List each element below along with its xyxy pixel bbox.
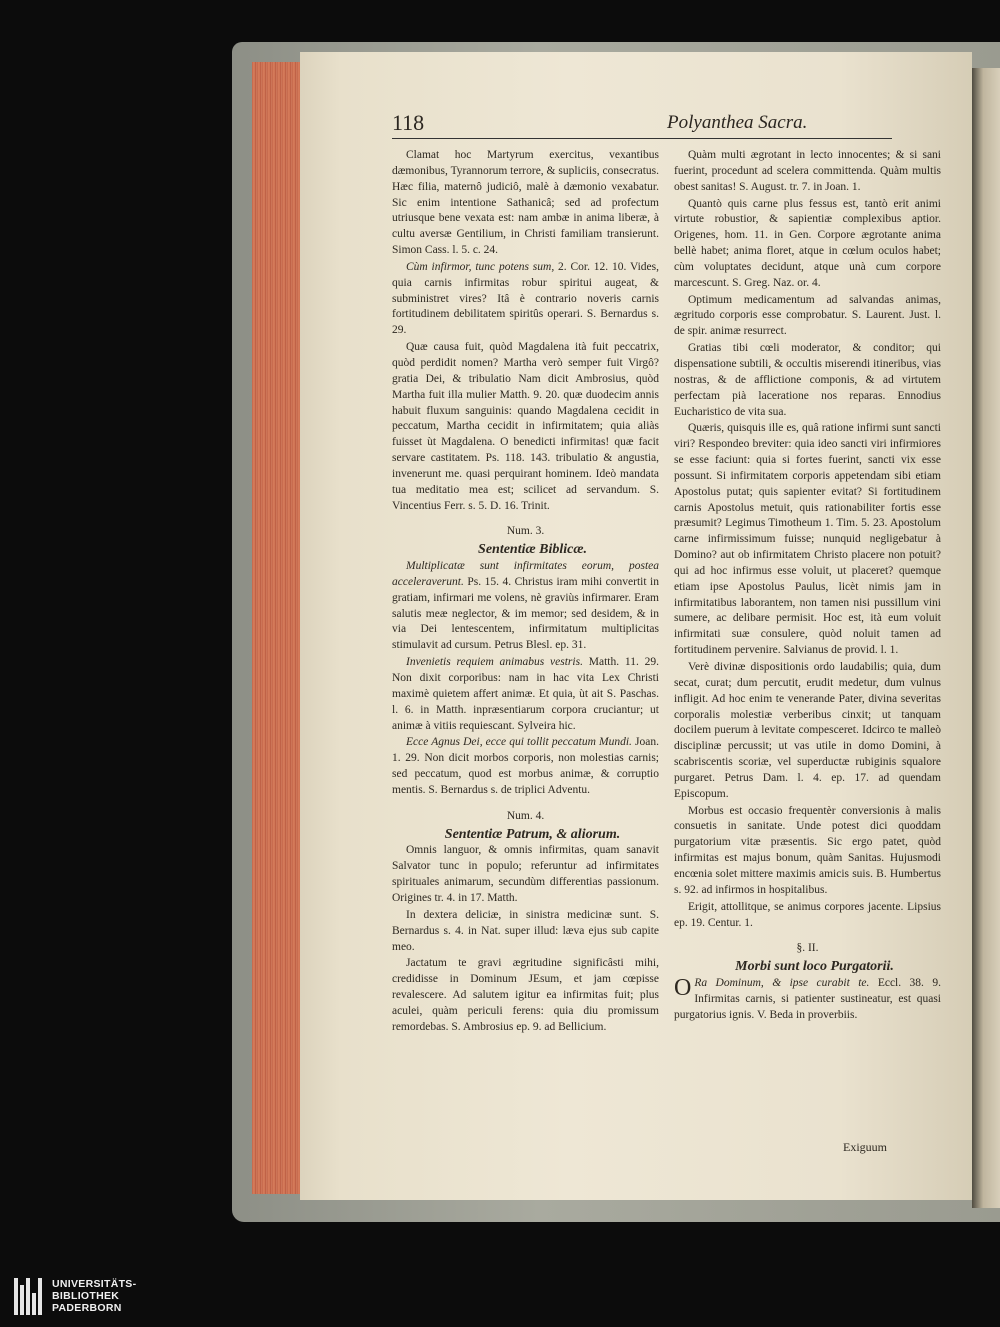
scripture-quote: Invenietis requiem animabus vestris. xyxy=(406,656,583,669)
paragraph-text: Quæris, quisquis ille es, quâ ratione infirmi sunt sancti viri? Respondeo breviter: quia ideo sancti viri infirmiores se esse faciunt: quia si fortes fuerint, sancti vix esse possunt. Si infirmitatem corporis appetendam sibi etiam Apostolus putat; quis sapienter evitat? Si fortitudinem carnis Apostolus metuit, quis rationabiliter fortis esse præsumit? Legimus Timotheum 1. Tim. 5. 23. Apostolum carne infirmissimum fuisse; nunquid negligebatur à Domino? aut ob infirmitatem Christo placere non potuit? qui ad hoc infirmus esse voluit, ut placeret? quemque etiam ipse Apostolus Paulus, licèt nimis jam in infirmitatibus laborantem, non tamen nisi pussillum vini sumere, ac delibare permisit. Hoc est, ità eum voluit infirmitati suæ consulere, quòd noluit tamen ad fortitudinem pervenire. Salvianus de provid. l. 1. xyxy=(674,422,941,657)
left-column xyxy=(392,148,659,1036)
section-number xyxy=(674,941,941,957)
section-number xyxy=(392,524,659,540)
paragraph xyxy=(674,197,941,292)
paragraph-text: Morbi sunt loco Purgatorii. xyxy=(735,959,894,975)
scripture-quote: Cùm infirmor, tunc potens sum, xyxy=(406,260,555,273)
paragraph xyxy=(674,900,941,932)
scripture-quote: Ra Dominum, & ipse curabit te. xyxy=(694,977,870,990)
paragraph xyxy=(674,804,941,899)
scripture-quote: Multiplicatæ sunt infirmitates eorum, postea acceleraverunt. xyxy=(392,560,659,588)
paragraph-text: §. II. xyxy=(796,942,819,955)
section-heading xyxy=(674,959,941,975)
paragraph xyxy=(674,341,941,420)
catchword: Exiguum xyxy=(843,1140,887,1154)
paragraph-text: Erigit, attollitque, se animus corpores jacente. Lipsius ep. 19. Centur. 1. xyxy=(674,900,941,929)
paragraph xyxy=(392,260,659,339)
paragraph xyxy=(674,293,941,341)
paragraph-text: 2. Cor. 12. 10. Vides, quia carnis infirmitas robur spiritui augeat, & subministret vires? Itâ è contrario noveris carnis fortitudinem debilitatem spiritûs operari. S. Bernardus s. 29. xyxy=(392,260,659,337)
logo-line-3: PADERBORN xyxy=(52,1302,122,1314)
paragraph-text: Jactatum te gravi ægritudine significâsti mihi, credidisse in Dominum JEsum, et jam cœpisse revalescere. Ad salutem igitur ea infirmitas fuit; plus aculei, quàm periculi ferens: quia diu promissum remordebas. S. Ambrosius ep. 9. ad Bellicium. xyxy=(392,957,659,1033)
running-title: Polyanthea Sacra. xyxy=(667,112,808,133)
paragraph xyxy=(674,421,941,659)
paragraph xyxy=(674,148,941,196)
page-number: 118 xyxy=(392,110,425,135)
paragraph xyxy=(392,655,659,734)
section-number xyxy=(392,809,659,825)
book-page xyxy=(300,52,972,1200)
paragraph-text: Quæ causa fuit, quòd Magdalena ità fuit peccatrix, quòd perdidit nomen? Martha verò semper fuit Virgô? gratia Dei, & tribulatio Nam dicit Ambrosius, quòd Martha fuit illa mulier Matth. 9. 20. quæ duodecim annis habuit fluxum sanguinis: quando Magdalena cecidit in peccatum, Martha cecidit in infirmitatem; quia aliàs fuisset ùt Magdalena. O benedicti infirmitas! quæ facit servare castitatem. Ps. 118. 143. tribulatio & angustia, invenerunt me. quasi perquirant hominem. Ideò mandata tua meditatio mea est; scilicet ad servandum. S. Vincentius Ferr. s. 5. D. 16. Trinit. xyxy=(392,341,659,512)
library-logo xyxy=(14,1278,154,1318)
drop-cap: O xyxy=(674,975,692,1002)
paragraph-text: Sententiæ Biblicæ. xyxy=(478,542,587,558)
paragraph xyxy=(674,660,941,803)
paragraph-text: Num. 4. xyxy=(506,809,545,822)
paragraph-text: Omnis languor, & omnis infirmitas, quam sanavit Salvator tunc in populo; referuntur ad infirmitates spirituales animarum, secundùm differentias passionum. Origines tr. 4. in 17. Matth. xyxy=(392,844,659,904)
section-heading xyxy=(392,542,659,558)
paragraph-text: In dextera deliciæ, in sinistra medicinæ sunt. S. Bernardus s. 4. in Nat. super illud: læva ejus sub capite meo. xyxy=(392,908,659,953)
paragraph-text: Ps. 15. 4. Christus iram mihi convertit in gratiam, infirmari me volens, nè graviùs infirmarer. Eram salutis meæ neglector, & im memor; sed desidem, & in via Dei lentescentem, infirmitatum multiplicitas stimulavit ad cursum. Petrus Blesl. ep. 31. xyxy=(392,575,659,652)
paragraph-text: Num. 3. xyxy=(506,525,545,538)
paragraph xyxy=(392,340,659,514)
paragraph xyxy=(392,559,659,654)
paragraph-text: Gratias tibi cœli moderator, & conditor; qui dispensatione subtili, & occultis miserendi itineribus, vias nostras, & de afflictione componis, & ad virtutem perfectam pià laceratione nos reparas. Ennodius Eucharistico de vita sua. xyxy=(674,342,941,418)
paragraph-text: Verè divinæ dispositionis ordo laudabilis; quia, dum secat, curat; dum percutit, erudit medetur, dum vulnus infligit. Ad hoc enim te venerande Pater, divina severitas corporalis molestiæ verberibus cinxit; ut tanquam docilem puerum à levitate compesceret. Idcirco te malleò disciplinæ percussit; ut vas utile in domo Domini, à scabriscentis scoriæ, vel superductæ rubiginis squalore purgaret. Petrus Dam. l. 4. ep. 17. ad quendam Episcopum. xyxy=(674,661,941,800)
paragraph xyxy=(674,976,941,1024)
page-edges xyxy=(252,62,306,1194)
paragraph-text: Quantò quis carne plus fessus est, tantò erit animi virtute robustior, & sapientiæ complexibus aptior. Origenes, hom. 11. in Gen. Corpore ægrotante anima bellè habet; anima floret, atque in cœlum oculos habet; cùm voluptates decidunt, atque unà cum corpore marcescunt. S. Greg. Naz. or. 4. xyxy=(674,197,941,289)
paragraph-text: Optimum medicamentum ad salvandas animas, ægritudo corporis esse comprobatur. S. Laurent. Just. l. de spir. animæ resurrect. xyxy=(674,293,941,338)
logo-mark-icon xyxy=(14,1278,44,1315)
scripture-quote: Ecce Agnus Dei, ecce qui tollit peccatum Mundi. xyxy=(406,736,632,749)
section-heading xyxy=(392,827,659,843)
paragraph-text: Eccl. 38. 9. Infirmitas carnis, si patienter sustineatur, est quasi purgatorius ignis. V. Beda in proverbiis. xyxy=(674,977,941,1021)
paragraph-text: Clamat hoc Martyrum exercitus, vexantibus dæmonibus, Tyrannorum terrore, & supliciis, consecratus. Hæc filia, maternô judiciô, malè à dæmonio vexabatur. Sic enim intentione Sathanicâ; sed ad profectum utriusque bene vexata est: nam ambæ in anima liberæ, à cultu aversæ Gentilium, in Christi familiam transierunt. Simon Cass. l. 5. c. 24. xyxy=(392,149,659,257)
paragraph xyxy=(392,148,659,259)
page-header xyxy=(392,110,892,139)
paragraph xyxy=(392,908,659,956)
paragraph xyxy=(392,735,659,798)
right-column xyxy=(674,148,941,1024)
paragraph-text: Quàm multi ægrotant in lecto innocentes; & si sani fuerint, procedunt ad scelera committenda. Quàm multis obest sanitas! S. August. tr. 7. in Joan. 1. xyxy=(674,149,941,193)
paragraph xyxy=(392,956,659,1035)
paragraph-text: Morbus est occasio frequentèr conversionis à malis consuetis in sanitate. Unde potest dici quoddam purgatorium vitæ præsentis. Sic ergo patet, quòd infirmitas est majus bonum, quàm Sanitas. Hujusmodi encœnia solet mittere maximis amicis suis. B. Humbertus s. 92. ad infirmos in hospitalibus. xyxy=(674,804,941,896)
paragraph-text: Sententiæ Patrum, & aliorum. xyxy=(444,826,621,842)
logo-line-2: BIBLIOTHEK xyxy=(52,1290,120,1302)
paragraph xyxy=(392,843,659,906)
paragraph-text: Matth. 11. 29. Non dixit corporibus: nam in hac vita Lex Christi maximè quietem affert animæ. Et quia, ùt ait S. Paschas. l. 6. in Matth. inpræsentiarum corpora cruciantur; ut animæ à vitiis requiescant. Sylveira hic. xyxy=(392,656,659,732)
facing-page-edge xyxy=(972,68,1000,1208)
paragraph-text: Joan. 1. 29. Non dicit morbos corporis, non molestias carnis; sed peccatum, quod est morbus animæ, & corruptio mentis. S. Bernardus s. de triplici Adventu. xyxy=(392,736,659,796)
logo-line-1: UNIVERSITÄTS- xyxy=(52,1278,137,1290)
